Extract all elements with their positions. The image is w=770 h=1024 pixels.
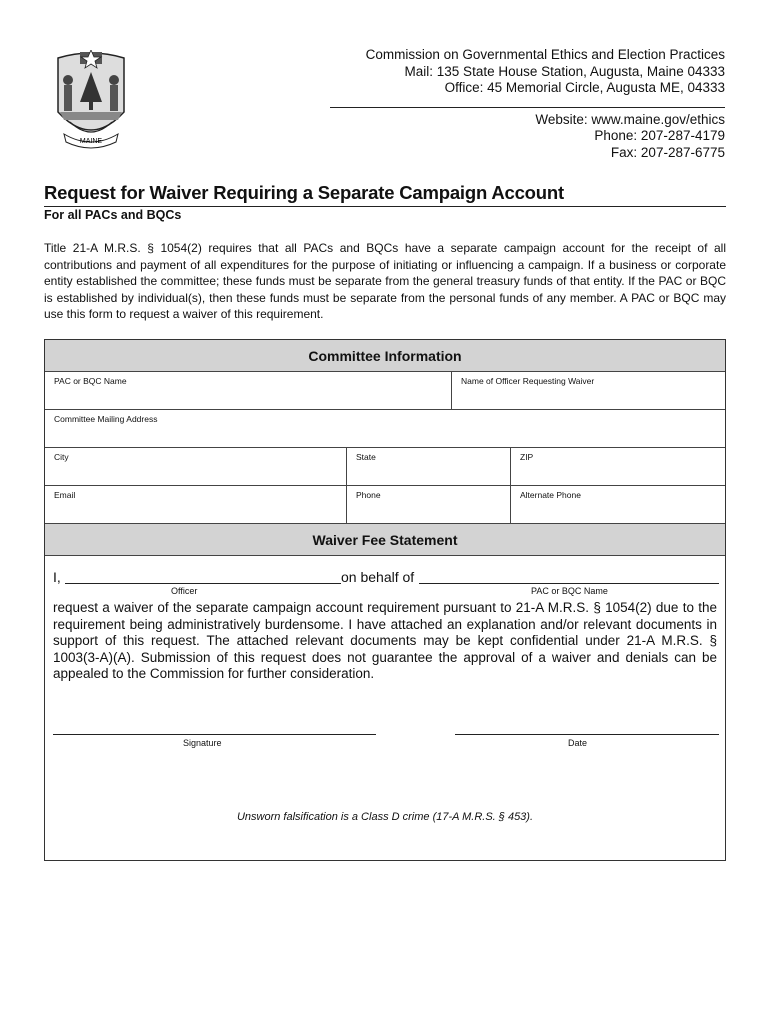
date-label: Date <box>568 738 588 748</box>
field-label: Alternate Phone <box>520 490 581 500</box>
website-line: Website: www.maine.gov/ethics <box>535 111 725 127</box>
signature-label: Signature <box>183 738 222 748</box>
field-label: State <box>356 452 376 462</box>
contact-line: Commission on Governmental Ethics and Election Practices <box>365 47 725 62</box>
pac-name-label: PAC or BQC Name <box>531 586 608 596</box>
date-line[interactable] <box>455 734 719 735</box>
form-subtitle: For all PACs and BQCs <box>44 208 182 222</box>
waiver-statement: request a waiver of the separate campaign account requirement pursuant to 21-A M.R.S. § 1054(2) due to the requirement being administratively burdensome. I have attached an explanation and/or relevant documents in support of this request. The attached relevant documents may be kept confidential under 21-A M.R.S. § 1003(3-A)(A). Submission of this request does not guarantee the approval of a waiver and denials can be appealed to the Commission for further consideration. <box>53 600 717 681</box>
field-label: PAC or BQC Name <box>54 376 127 386</box>
field-label: City <box>54 452 69 462</box>
maine-state-seal <box>50 50 132 150</box>
statement-prefix: I, <box>53 569 61 585</box>
intro-paragraph: Title 21-A M.R.S. § 1054(2) requires that all PACs and BQCs have a separate campaign account for the receipt of all contributions and payment of all expenditures for the purpose of initiating or influencing a campaign. If a business or corporate entity established the committee; these funds must be separate from the general treasury funds of that entity. If the PAC or BQC is established by individual(s), then these funds must be separate from the personal funds of any member. A PAC or BQC may use this form to request a waiver of this requirement. <box>44 241 726 321</box>
field-label: Name of Officer Requesting Waiver <box>461 376 595 386</box>
divider <box>44 206 726 207</box>
seal-text: MAINE <box>79 138 103 145</box>
field-label: ZIP <box>520 452 534 462</box>
waiver-fee-heading: Waiver Fee Statement <box>45 523 725 556</box>
field-label: Email <box>54 490 76 500</box>
field-label: Committee Mailing Address <box>54 414 158 424</box>
state-field[interactable] <box>347 448 511 486</box>
zip-field[interactable] <box>511 448 725 486</box>
pac-name-field[interactable] <box>45 372 452 410</box>
signature-line[interactable] <box>53 734 376 735</box>
falsification-notice: Unsworn falsification is a Class D crime (17-A M.R.S. § 453). <box>236 811 534 823</box>
pac-name-line[interactable] <box>419 583 719 584</box>
phone-field[interactable] <box>347 486 511 524</box>
alternate-phone-field[interactable] <box>511 486 725 524</box>
statement-on-behalf: on behalf of <box>341 569 415 585</box>
city-field[interactable] <box>45 448 347 486</box>
field-label: Phone <box>356 490 381 500</box>
contact-line: Mail: 135 State House Station, Augusta, Maine 04333 <box>404 63 725 79</box>
form-box <box>44 339 726 861</box>
phone-line: Phone: 207-287-4179 <box>594 128 725 143</box>
divider <box>330 99 725 108</box>
fax-line: Fax: 207-287-6775 <box>610 144 725 160</box>
contact-line: Office: 45 Memorial Circle, Augusta ME, 04333 <box>444 80 725 95</box>
officer-name-line[interactable] <box>65 583 341 584</box>
contact-block <box>330 47 725 161</box>
officer-name-field[interactable] <box>452 372 725 410</box>
committee-info-heading: Committee Information <box>45 340 725 372</box>
form-title: Request for Waiver Requiring a Separate Campaign Account <box>44 182 564 203</box>
officer-label: Officer <box>171 586 198 596</box>
email-field[interactable] <box>45 486 347 524</box>
mailing-address-field[interactable] <box>45 410 725 448</box>
